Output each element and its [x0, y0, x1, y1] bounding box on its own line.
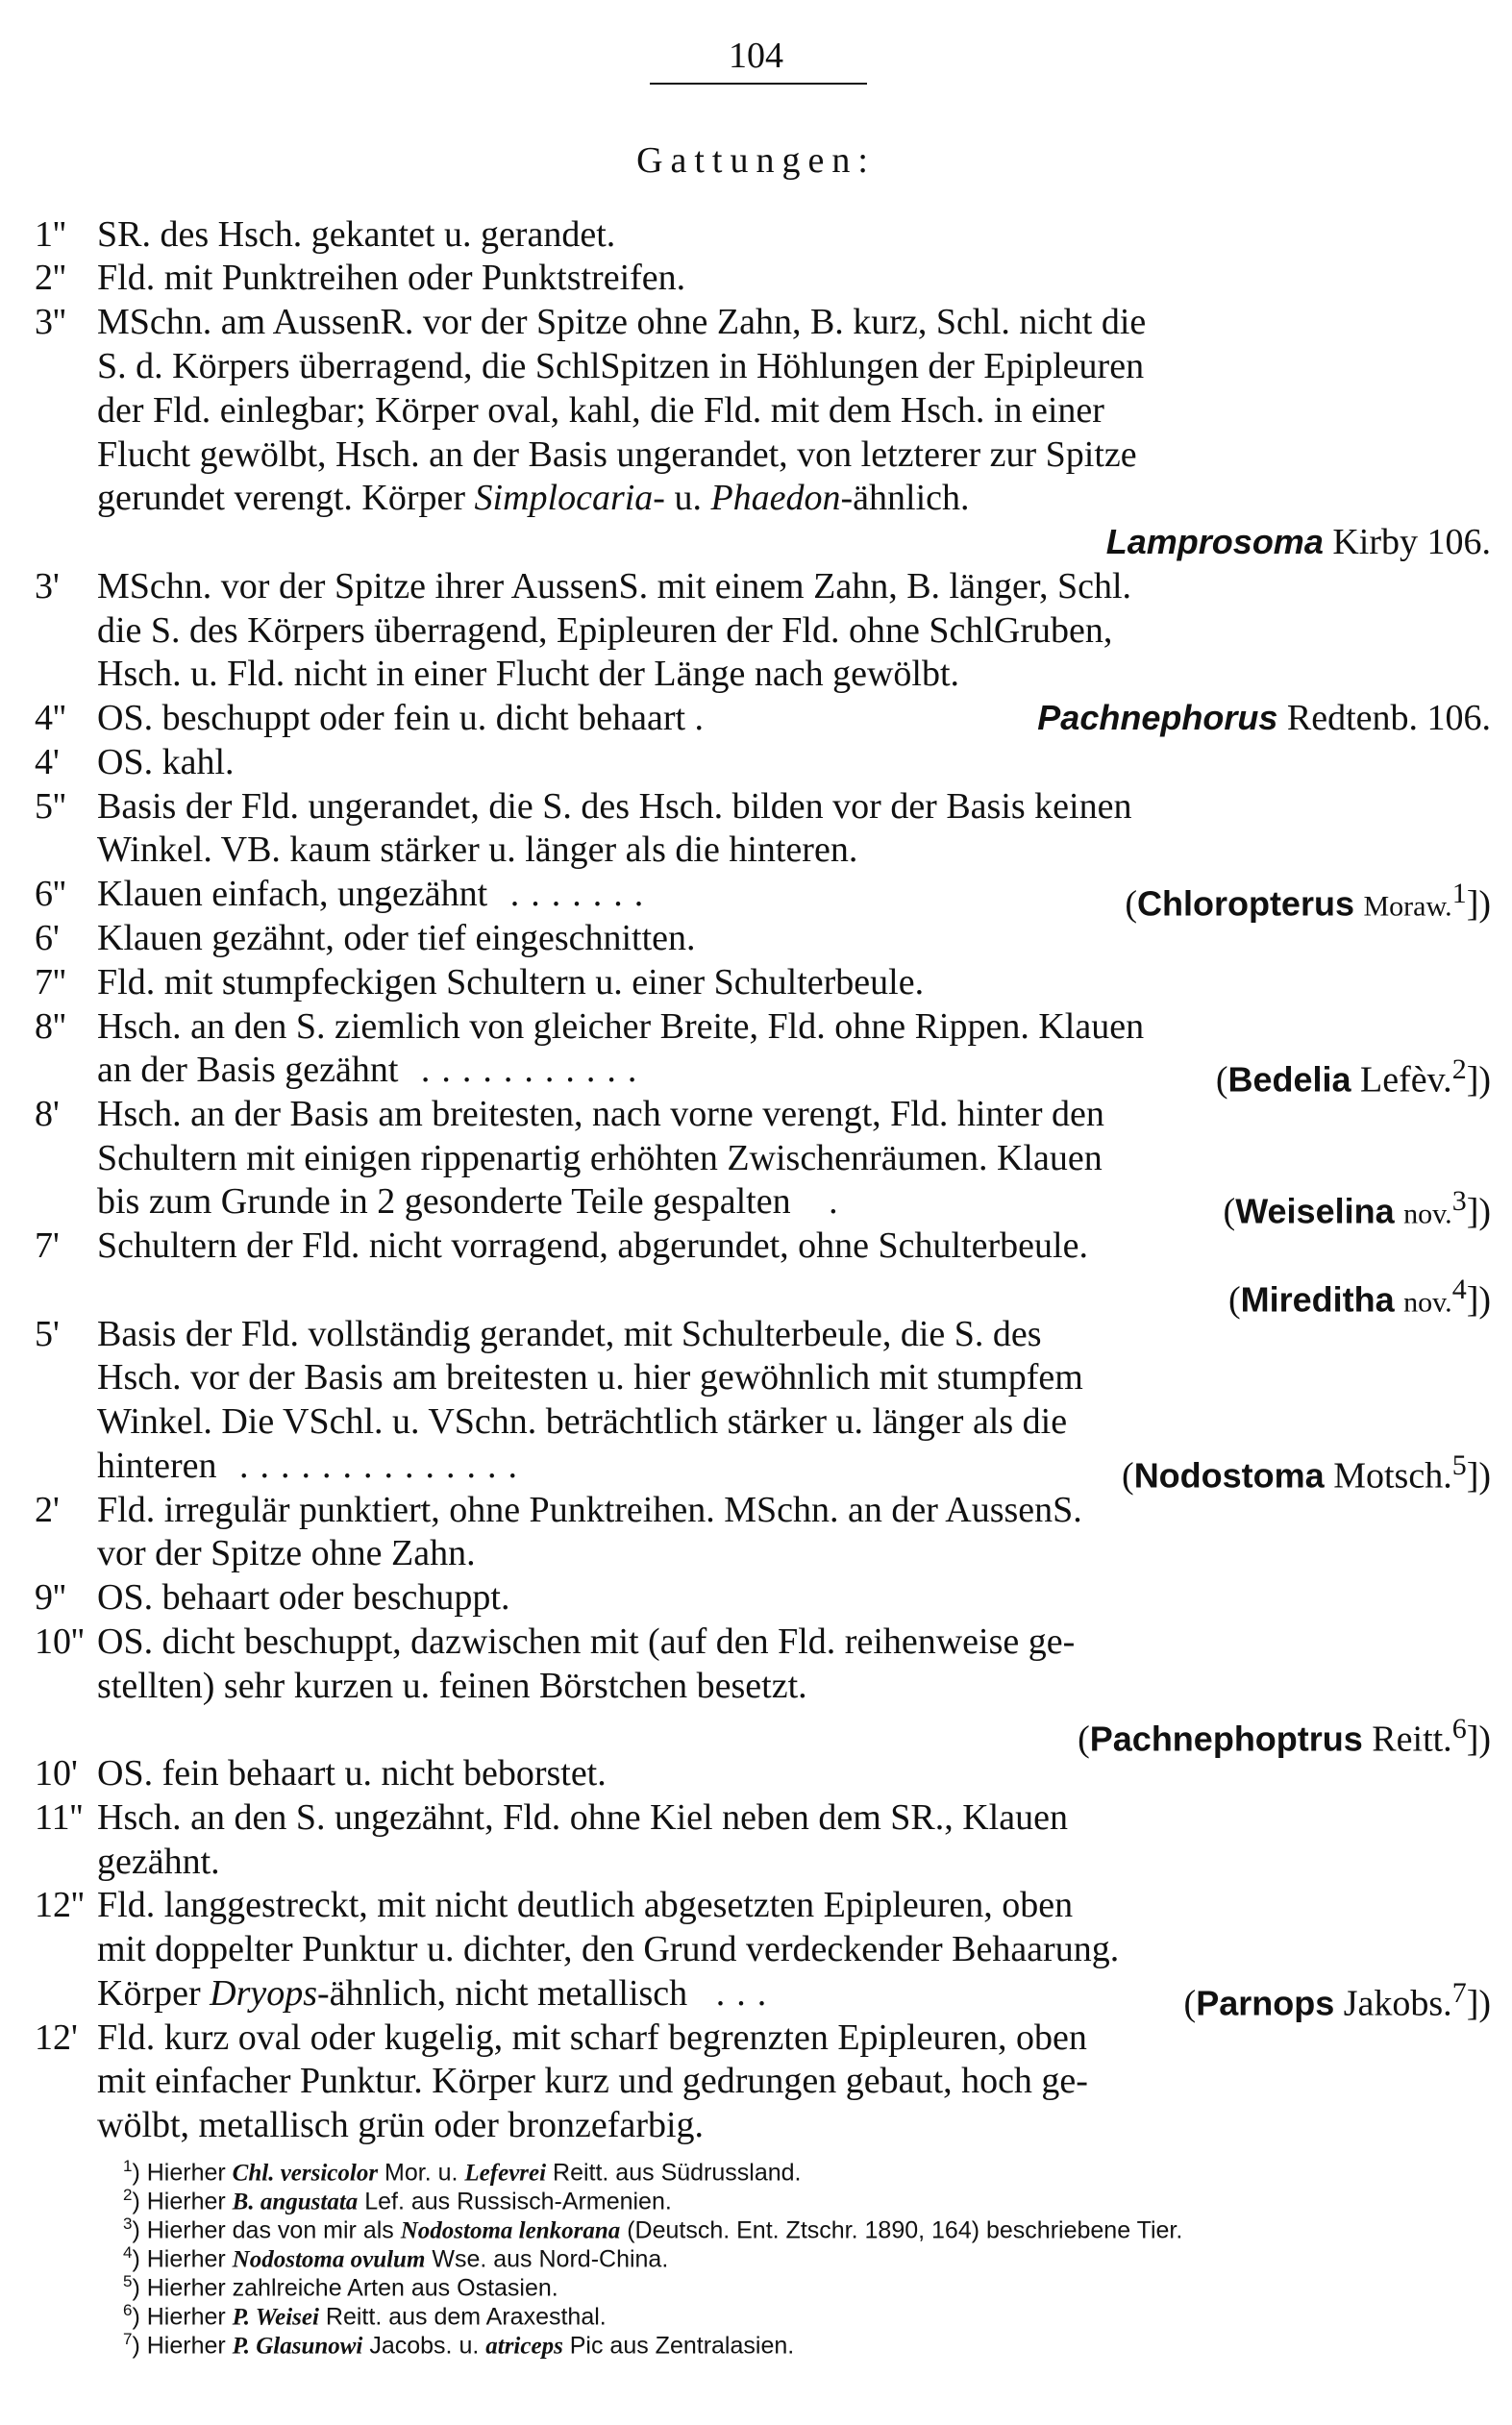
genus-name: Weiselina	[1235, 1191, 1395, 1231]
footnote-ref: 4	[1451, 1274, 1467, 1305]
text-run: an der Basis gezähnt	[97, 1050, 399, 1090]
key-text: Schultern mit einigen rippenartig erhöhten Zwischenräumen. Klauen	[97, 1138, 1103, 1178]
text-run: -ähnlich, nicht metallisch	[317, 1973, 688, 2014]
key-number: 5'	[35, 1314, 60, 1354]
key-text	[97, 1445, 529, 1487]
text-run: u.	[674, 478, 702, 518]
key-text	[97, 1972, 778, 2015]
footnote-text: Pic aus Zentralasien.	[569, 2332, 795, 2360]
key-number: 5''	[35, 786, 66, 827]
key-text: Fld. langgestreckt, mit nicht deutlich abgesetzten Epipleuren, oben	[97, 1885, 1074, 1925]
leader-dots: .......	[509, 874, 656, 914]
bracket: ])	[1466, 1983, 1491, 2024]
text-run: bis zum Grunde in 2 gesonderte Teile gespalten	[97, 1181, 791, 1222]
species-italic: P. Glasunowi	[232, 2333, 363, 2360]
key-text: OS. fein behaart u. nicht beborstet.	[97, 1753, 607, 1794]
page-number-rule	[650, 83, 867, 85]
key-number: 6'	[35, 918, 60, 958]
key-text	[97, 1180, 838, 1223]
key-number: 7''	[35, 962, 66, 1002]
text-run: Körper	[97, 1973, 201, 2014]
footnote-ref: 3	[1451, 1185, 1467, 1217]
footnote-ref: 5	[1451, 1449, 1467, 1481]
key-text: stellten) sehr kurzen u. feinen Börstchen besetzt.	[97, 1666, 807, 1706]
genus-name: Lamprosoma	[1105, 522, 1324, 561]
footnote-marker: 5	[123, 2272, 133, 2290]
species-italic: P. Weisei	[232, 2304, 319, 2331]
key-number: 8'	[35, 1094, 60, 1134]
leader-dots: .	[694, 698, 705, 738]
key-text: Klauen gezähnt, oder tief eingeschnitten.	[97, 918, 696, 958]
footnote-text: Wse. aus Nord-China.	[432, 2245, 669, 2273]
genus-result	[1125, 873, 1491, 928]
genus-author: nov.	[1403, 1198, 1452, 1230]
key-text: Schultern der Fld. nicht vorragend, abgerundet, ohne Schulterbeule.	[97, 1225, 1088, 1266]
bracket: ])	[1466, 883, 1491, 925]
key-text: vor der Spitze ohne Zahn.	[97, 1533, 476, 1573]
key-text: OS. kahl.	[97, 742, 235, 782]
key-text	[97, 873, 655, 915]
genus-result	[1228, 1269, 1491, 1324]
footnote-text: Jacobs. u.	[369, 2332, 480, 2360]
bracket: (	[1183, 1983, 1197, 2024]
footnote-ref: 1	[1451, 878, 1467, 909]
key-number: 7'	[35, 1225, 60, 1266]
key-number: 1''	[35, 214, 66, 255]
key-number: 8''	[35, 1006, 66, 1047]
footnote-text: (Deutsch. Ent. Ztschr. 1890, 164) beschriebene Tier.	[627, 2216, 1183, 2244]
bracket: ])	[1466, 1719, 1491, 1760]
bracket: (	[1227, 1279, 1241, 1321]
key-text: S. d. Körpers überragend, die SchlSpitzen in Höhlungen der Epipleuren	[97, 346, 1145, 386]
text-run: OS. beschuppt oder fein u. dicht behaart	[97, 698, 686, 738]
key-text	[97, 1049, 648, 1091]
key-text: Fld. mit stumpfeckigen Schultern u. einer Schulterbeule.	[97, 962, 925, 1002]
key-text: Hsch. u. Fld. nicht in einer Flucht der Länge nach gewölbt.	[97, 654, 960, 694]
key-text: Winkel. VB. kaum stärker u. länger als die hinteren.	[97, 829, 858, 870]
page-number: 104	[729, 36, 783, 76]
bracket: (	[1078, 1719, 1090, 1760]
footnote-text: ) Hierher	[132, 2332, 226, 2360]
bracket: (	[1122, 1455, 1134, 1497]
genus-result	[1184, 1972, 1491, 2025]
footnote-text: ) Hierher zahlreiche Arten aus Ostasien.	[132, 2274, 558, 2302]
genus-author: Reitt.	[1372, 1719, 1452, 1760]
key-text: Hsch. an den S. ungezähnt, Fld. ohne Kiel neben dem SR., Klauen	[97, 1797, 1068, 1838]
footnote-text: ) Hierher	[132, 2245, 226, 2273]
genus-author: Kirby 106.	[1332, 522, 1491, 562]
key-text: Hsch. an den S. ziemlich von gleicher Breite, Fld. ohne Rippen. Klauen	[97, 1006, 1145, 1047]
genus-result	[1106, 521, 1491, 563]
key-number: 3''	[35, 302, 66, 342]
bracket: (	[1215, 1059, 1228, 1101]
genus-italic: Dryops	[210, 1973, 318, 2014]
bracket: (	[1223, 1191, 1236, 1232]
species-italic: atriceps	[485, 2333, 563, 2360]
bracket: ])	[1466, 1455, 1491, 1497]
text-run: hinteren	[97, 1446, 217, 1486]
key-number: 10'	[35, 1753, 78, 1794]
key-text: MSchn. vor der Spitze ihrer AussenS. mit einem Zahn, B. länger, Schl.	[97, 566, 1132, 606]
key-text: Fld. irregulär punktiert, ohne Punktreihen. MSchn. an der AussenS.	[97, 1490, 1082, 1530]
footnote-text: Reitt. aus Südrussland.	[553, 2159, 802, 2187]
genus-result	[1216, 1049, 1491, 1101]
key-number: 4''	[35, 698, 66, 738]
genus-result	[1078, 1708, 1491, 1761]
footnote-ref: 7	[1451, 1977, 1467, 2009]
genus-author: Lefèv.	[1360, 1059, 1452, 1101]
key-text	[97, 477, 970, 519]
genus-name: Chloropterus	[1136, 883, 1354, 924]
key-text: mit einfacher Punktur. Körper kurz und gedrungen gebaut, hoch ge-	[97, 2061, 1088, 2101]
key-text: Flucht gewölbt, Hsch. an der Basis ungerandet, von letzterer zur Spitze	[97, 434, 1137, 475]
footnote-marker: 3	[123, 2215, 133, 2233]
key-number: 2''	[35, 258, 66, 298]
genus-author: Moraw.	[1363, 890, 1452, 923]
genus-name: Bedelia	[1227, 1059, 1351, 1100]
key-text: Fld. kurz oval oder kugelig, mit scharf begrenzten Epipleuren, oben	[97, 2017, 1087, 2058]
key-number: 3'	[35, 566, 60, 606]
genus-name: Nodostoma	[1133, 1455, 1325, 1496]
key-text: SR. des Hsch. gekantet u. gerandet.	[97, 214, 616, 255]
section-heading: Gattungen:	[636, 140, 876, 181]
leader-dots: ...........	[420, 1050, 649, 1090]
species-italic: Nodostoma ovulum	[232, 2246, 426, 2273]
key-number: 12'	[35, 2017, 78, 2058]
footnote-text: ) Hierher das von mir als	[132, 2216, 394, 2244]
footnote-ref: 6	[1451, 1713, 1467, 1745]
leader-dots: ..............	[239, 1446, 530, 1486]
footnote-marker: 2	[123, 2186, 133, 2204]
key-number: 2'	[35, 1490, 60, 1530]
footnote-ref: 2	[1451, 1053, 1467, 1085]
text-run: -ähnlich.	[840, 478, 970, 518]
key-text: Fld. mit Punktreihen oder Punktstreifen.	[97, 258, 686, 298]
species-italic: B. angustata	[232, 2189, 359, 2215]
key-number: 6''	[35, 874, 66, 914]
key-number: 9''	[35, 1577, 66, 1618]
footnote	[123, 2326, 794, 2360]
text-run: Klauen einfach, ungezähnt	[97, 874, 488, 914]
key-number: 10''	[35, 1621, 85, 1662]
genus-italic: Simplocaria-	[474, 478, 665, 518]
key-text: Hsch. vor der Basis am breitesten u. hier gewöhnlich mit stumpfem	[97, 1357, 1083, 1398]
footnote-text: Lef. aus Russisch-Armenien.	[364, 2188, 672, 2215]
genus-result	[1122, 1445, 1491, 1497]
genus-name: Parnops	[1196, 1983, 1335, 2023]
key-text: Winkel. Die VSchl. u. VSchn. beträchtlich stärker u. länger als die	[97, 1401, 1068, 1442]
genus-name: Pachnephorus	[1037, 698, 1278, 737]
genus-name: Pachnephoptrus	[1089, 1719, 1363, 1759]
genus-author: Motsch.	[1333, 1455, 1452, 1497]
key-text	[97, 697, 704, 739]
genus-author: nov.	[1403, 1286, 1452, 1319]
bracket: ])	[1466, 1279, 1491, 1321]
bracket: (	[1125, 883, 1137, 925]
leader-dots: ...	[715, 1973, 779, 2014]
key-text: OS. dicht beschuppt, dazwischen mit (auf den Fld. reihenweise ge-	[97, 1621, 1076, 1662]
key-text: OS. behaart oder beschuppt.	[97, 1577, 510, 1618]
key-text: wölbt, metallisch grün oder bronzefarbig.	[97, 2105, 705, 2145]
bracket: ])	[1466, 1191, 1491, 1232]
genus-author: Jakobs.	[1343, 1983, 1452, 2024]
footnote-text: ) Hierher	[132, 2188, 226, 2215]
text-run: gerundet verengt. Körper	[97, 478, 466, 518]
footnote-text: Mor. u.	[384, 2159, 459, 2187]
genus-result	[1037, 697, 1491, 739]
key-text: mit doppelter Punktur u. dichter, den Grund verdeckender Behaarung.	[97, 1929, 1120, 1969]
key-text: MSchn. am AussenR. vor der Spitze ohne Zahn, B. kurz, Schl. nicht die	[97, 302, 1147, 342]
key-number: 11''	[35, 1797, 84, 1838]
footnote-marker: 1	[123, 2157, 133, 2175]
footnote-marker: 7	[123, 2330, 133, 2348]
species-italic: Chl. versicolor	[232, 2160, 379, 2187]
leader-dots: .	[829, 1181, 838, 1222]
key-number: 12''	[35, 1885, 85, 1925]
key-text: der Fld. einlegbar; Körper oval, kahl, die Fld. mit dem Hsch. in einer	[97, 390, 1104, 431]
footnote-marker: 4	[123, 2243, 133, 2262]
genus-author: Redtenb. 106.	[1286, 698, 1491, 738]
species-italic: Nodostoma lenkorana	[400, 2217, 621, 2244]
key-text: Hsch. an der Basis am breitesten, nach vorne verengt, Fld. hinter den	[97, 1094, 1104, 1134]
footnote-text: ) Hierher	[132, 2303, 226, 2331]
footnote-marker: 6	[123, 2301, 133, 2319]
key-text: die S. des Körpers überragend, Epipleuren der Fld. ohne SchlGruben,	[97, 610, 1113, 651]
key-text: Basis der Fld. vollständig gerandet, mit Schulterbeule, die S. des	[97, 1314, 1042, 1354]
bracket: ])	[1466, 1059, 1491, 1101]
species-italic: Lefevrei	[464, 2160, 547, 2187]
key-number: 4'	[35, 742, 60, 782]
genus-italic: Phaedon	[710, 478, 841, 518]
key-text: Basis der Fld. ungerandet, die S. des Hsch. bilden vor der Basis keinen	[97, 786, 1132, 827]
genus-name: Mireditha	[1240, 1279, 1395, 1320]
key-text: gezähnt.	[97, 1842, 220, 1882]
footnote-text: Reitt. aus dem Araxesthal.	[325, 2303, 607, 2331]
footnote-text: ) Hierher	[132, 2159, 226, 2187]
genus-result	[1224, 1180, 1491, 1236]
